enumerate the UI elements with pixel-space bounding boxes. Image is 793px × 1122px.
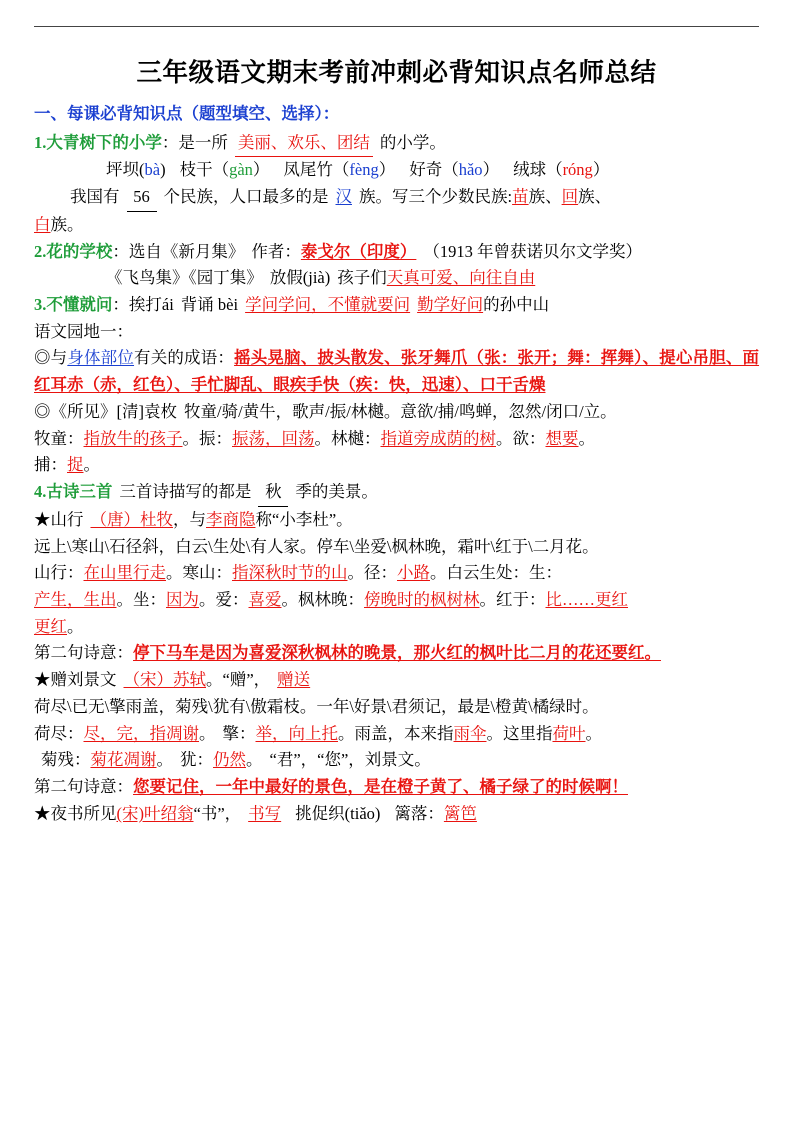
section-heading-1: 一、每课必背知识点（题型填空、选择）： — [34, 105, 340, 123]
lesson-4-desc-pre: 三首诗描写的都是 — [119, 482, 252, 502]
star-icon-2: ★ — [34, 670, 51, 690]
header-rule — [34, 26, 759, 27]
note-def-5: 捉 — [67, 455, 84, 475]
lesson-2-number: 2. — [34, 241, 47, 261]
shanxing-notes-1 — [34, 560, 759, 587]
lesson-3-word-2: 背诵 bèi — [180, 295, 239, 315]
sx-term-8: 红于： — [496, 589, 546, 609]
sx-term-6: 爱： — [215, 589, 249, 609]
lesson-2-name: 花的学校 — [46, 241, 113, 261]
star-icon-3: ★ — [34, 803, 51, 823]
lesson-3-line — [34, 292, 759, 319]
zg2-end-1: 。 — [156, 750, 173, 770]
zg-end-1: 。 — [199, 723, 216, 743]
fact-number: 56 — [127, 184, 157, 212]
sx-def-3: 小路 — [397, 563, 430, 583]
shanxing-notes-3: 更红。 — [34, 616, 84, 636]
sx-term-7: 枫林晚： — [298, 589, 364, 609]
zg-def-4: 荷叶 — [552, 723, 586, 743]
pinyin-close-2: ） — [252, 160, 270, 180]
lesson-2-note: （1913 年曾获诺贝尔文学奖） — [423, 241, 642, 261]
sx-def-5: 因为 — [166, 589, 199, 609]
zg-meaning-label: 第二句诗意： — [34, 776, 133, 796]
poem-suojian-line — [34, 399, 759, 426]
yeshu-author: (宋)叶绍翁 — [116, 803, 194, 823]
note-term-4: 欲： — [512, 428, 546, 448]
lesson-4-desc-post: 季的美景。 — [295, 482, 378, 502]
pinyin-3: fèng — [349, 160, 379, 180]
zg2-end-2: 。 — [246, 750, 263, 770]
star-icon-1: ★ — [34, 509, 51, 529]
pinyin-1: bà — [144, 160, 161, 180]
zg-term-3: 雨盖，本来指 — [354, 723, 454, 743]
note-def-2: 振荡，回荡 — [232, 428, 315, 448]
shanxing-other: 李商隐 — [206, 509, 256, 529]
lesson-1-name: 大青树下的小学 — [46, 132, 162, 152]
lesson-1-answer: 美丽、欢乐、团结 — [235, 130, 373, 158]
pinyin-close-5: ） — [592, 160, 610, 180]
zeng-notes-2 — [34, 747, 759, 774]
minority-3: 白 — [34, 214, 51, 234]
lesson-1-lead: 是一所 — [178, 132, 228, 152]
pinyin-5: róng — [562, 160, 593, 180]
lesson-2-colon: ： — [112, 241, 129, 261]
fact-mid: 个民族，人口最多的是 — [163, 187, 329, 207]
lesson-2-kids: 孩子们 — [337, 268, 387, 288]
zg2-def-2: 仍然 — [213, 750, 246, 770]
lesson-3-tail: 的孙中山 — [483, 295, 550, 315]
note-term-1: 牧童： — [34, 428, 84, 448]
zg-def-3: 雨伞 — [453, 723, 487, 743]
shanxing-author: （唐）杜牧 — [90, 509, 173, 529]
sx-term-1: 山行： — [34, 563, 84, 583]
note-def-1: 指放牛的孩子 — [83, 428, 183, 448]
sx-end-6: 。 — [281, 589, 298, 609]
note-end-2: 。 — [314, 428, 331, 448]
sx-meaning: 停下马车是因为喜爱深秋枫林的晚景，那火红的枫叶比二月的花还要红。 — [133, 643, 661, 663]
shanxing-header — [34, 507, 759, 534]
lesson-1-number: 1. — [34, 132, 47, 152]
yeshu-word-2: 篱落： — [394, 803, 444, 823]
zeng-quote: “君”，“您”，刘景文。 — [269, 750, 431, 770]
shanxing-with: ，与 — [173, 509, 206, 529]
sx-def-6: 喜爱 — [248, 589, 282, 609]
sx-meaning-label: 第二句诗意： — [34, 643, 133, 663]
shanxing-notes-2 — [34, 587, 759, 614]
lesson-4-line — [34, 479, 759, 507]
lesson-1-fact-line-2 — [34, 212, 759, 239]
poem-suojian-body: 牧童/骑/黄牛，歌声/振/林樾。意欲/捕/鸣蝉，忽然/闭口/立。 — [184, 401, 617, 421]
minority-sep-1: 族、 — [528, 187, 562, 207]
note-end-1: 。 — [182, 428, 199, 448]
yeshu-word-2-def: 篱笆 — [443, 803, 477, 823]
yeshu-word-1: 挑促织(tiǎo) — [295, 803, 381, 823]
note-term-5: 捕： — [34, 455, 67, 475]
lesson-3-number: 3. — [34, 295, 47, 315]
zg-term-1: 荷尽： — [34, 723, 84, 743]
lesson-1-line — [34, 130, 759, 158]
sx-term-3: 径： — [364, 563, 397, 583]
poem-suojian-notes-2 — [34, 452, 759, 479]
pinyin-close-4: ） — [482, 160, 500, 180]
zg2-def-1: 菊花凋谢 — [90, 750, 157, 770]
lesson-4-name: 古诗三首 — [46, 482, 113, 502]
minority-1: 苗 — [512, 187, 529, 207]
idioms-list: 摇头晃脑、披头散发、张牙舞爪（张：张开；舞：挥舞）、提心吊胆、面红耳赤（赤，红色）、手忙脚乱、眼疾手快（疾：快，迅速）、口干舌燥 — [34, 348, 760, 395]
pinyin-word-4: 好奇（ — [409, 160, 459, 180]
pinyin-word-3: 凤尾竹（ — [283, 160, 350, 180]
sx-end-7: 。 — [479, 589, 496, 609]
zeng-author: （宋）苏轼 — [123, 670, 206, 690]
garden-1-heading: 语文园地一： — [34, 321, 133, 341]
sx-end-2: 。 — [347, 563, 364, 583]
minority-sep-2: 族、 — [578, 187, 612, 207]
lesson-4-season: 秋 — [258, 479, 288, 507]
pinyin-4: hǎo — [458, 160, 483, 180]
sx-term-4: 白云生处：生： — [446, 563, 562, 583]
lesson-2-holiday: 放假(jià) — [269, 268, 331, 288]
sx-end-5: 。 — [199, 589, 216, 609]
lesson-2-kids-answer: 天真可爱、向往自由 — [386, 268, 536, 288]
note-end-5: 。 — [83, 455, 100, 475]
zg2-term-2: 犹： — [180, 750, 213, 770]
lesson-2-author-label: 作者： — [251, 241, 301, 261]
minority-end: 族。 — [50, 214, 84, 234]
poem-suojian-title: 《所见》[清]袁枚 — [50, 401, 177, 421]
sx-term-5: 坐： — [133, 589, 166, 609]
zeng-explain: 赠送 — [277, 670, 311, 690]
zg-def-1: 尽，完，指凋谢 — [83, 723, 199, 743]
zg-end-3: 。这里指 — [486, 723, 553, 743]
yeshu-line — [34, 801, 759, 828]
sx-end-1: 。 — [166, 563, 183, 583]
lesson-3-name: 不懂就问 — [46, 295, 113, 315]
shanxing-title: 山行 — [50, 509, 84, 529]
pinyin-word-5: 绒球（ — [513, 160, 563, 180]
lesson-3-colon: ： — [112, 295, 129, 315]
lesson-2-author: 泰戈尔（印度） — [300, 241, 417, 261]
lesson-2-from: 选自《新月集》 — [128, 241, 245, 261]
sx-def-2: 指深秋时节的山 — [232, 563, 348, 583]
fact-mid2: 族。写三个少数民族: — [359, 187, 513, 207]
lesson-3-word-1: 挨打ái — [128, 295, 174, 315]
note-end-4: 。 — [578, 428, 595, 448]
note-end-3: 。 — [496, 428, 513, 448]
sx-def-4: 产生，生出 — [34, 589, 117, 609]
zeng-dot: 。“赠”， — [206, 670, 271, 690]
zeng-title: 赠刘景文 — [50, 670, 117, 690]
sx-end-3: 。 — [430, 563, 447, 583]
pinyin-word-2: 枝干（ — [179, 160, 230, 180]
shanxing-meaning-line — [34, 640, 759, 667]
lesson-1-fact-line — [34, 184, 759, 212]
note-def-4: 想要 — [545, 428, 579, 448]
yeshu-shu-def: 书写 — [248, 803, 282, 823]
zg-end-2: 。 — [338, 723, 355, 743]
poem-suojian-notes — [34, 426, 759, 453]
zg-term-2: 擎： — [222, 723, 256, 743]
shanxing-poem: 远上\寒山\石径斜，白云\生处\有人家。停车\坐爱\枫林晚，霜叶\红于\二月花。 — [34, 536, 599, 556]
note-term-3: 林樾： — [331, 428, 381, 448]
minority-2: 回 — [561, 187, 579, 207]
note-term-2: 振： — [199, 428, 232, 448]
sx-term-2: 寒山： — [182, 563, 232, 583]
lesson-3-answer: 学问学问，不懂就要问 — [245, 295, 411, 315]
lesson-1-colon: ： — [161, 132, 179, 152]
idioms-topic: 身体部位 — [67, 348, 135, 368]
pinyin-2: gàn — [229, 160, 253, 180]
lesson-2-books: 《飞鸟集》《园丁集》 — [106, 268, 263, 288]
lesson-4-number: 4. — [34, 482, 47, 502]
zg2-term-1: 菊残： — [41, 750, 91, 770]
zeng-header — [34, 667, 759, 694]
lesson-1-tail: 的小学。 — [379, 132, 446, 152]
zeng-meaning-line — [34, 774, 759, 801]
page-title: 三年级语文期末考前冲刺必背知识点名师总结 — [136, 59, 657, 87]
zg-end-4: 。 — [585, 723, 602, 743]
idioms-block — [34, 345, 759, 398]
lesson-2-line — [34, 239, 759, 266]
bullet-icon-2: ◎ — [34, 401, 51, 421]
fact-han: 汉 — [335, 187, 352, 207]
sx-def-7: 傍晚时的枫树林 — [364, 589, 480, 609]
zeng-notes-1 — [34, 721, 759, 748]
fact-pre: 我国有 — [70, 187, 120, 207]
bullet-icon: ◎ — [34, 348, 51, 368]
yeshu-title: 夜书所见 — [50, 803, 117, 823]
lesson-3-praise: 勤学好问 — [417, 295, 484, 315]
sx-def-1: 在山里行走 — [83, 563, 166, 583]
shanxing-called: 称“小李杜”。 — [255, 509, 353, 529]
lesson-2-books-line — [34, 265, 759, 292]
pinyin-close-3: ） — [378, 160, 396, 180]
pinyin-word-1: 坪坝( — [106, 160, 145, 180]
idioms-lead2: 有关的成语： — [134, 348, 235, 368]
sx-def-8: 比……更红 — [545, 589, 628, 609]
zg-meaning: 您要记住，一年中最好的景色，是在橙子黄了、橘子绿了的时候啊！ — [133, 776, 628, 796]
idioms-lead: 与 — [50, 348, 68, 368]
yeshu-shu: “书”， — [193, 803, 242, 823]
zg-def-2: 举，向上托 — [255, 723, 338, 743]
note-def-3: 指道旁成荫的树 — [380, 428, 496, 448]
zeng-poem: 荷尽\已无\擎雨盖，菊残\犹有\傲霜枝。一年\好景\君须记，最是\橙黄\橘绿时。 — [34, 696, 599, 716]
lesson-1-pinyin-row — [34, 157, 759, 184]
sx-end-4: 。 — [116, 589, 133, 609]
pinyin-close-1: ) — [160, 160, 166, 180]
